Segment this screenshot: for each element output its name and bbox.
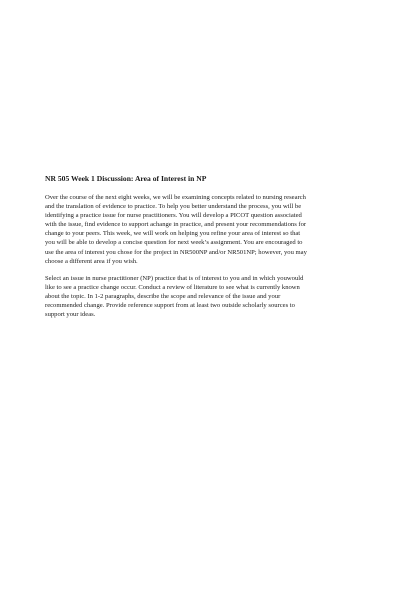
paragraph-line: identifying a practice issue for nurse practitioners. You will develop a PICOT question associated	[45, 212, 302, 220]
paragraph-line: like to see a practice change occur. Conduct a review of literature to see what is currently known	[45, 283, 300, 291]
instructions-paragraph	[45, 274, 363, 319]
paragraph-line: you will be able to develop a concise question for next week’s assignment. You are encouraged to	[45, 239, 303, 247]
paragraph-line: choose a different area if you wish.	[45, 257, 138, 265]
paragraph-line: Select an issue in nurse practitioner (NP) practice that is of interest to you and in which youwould	[45, 274, 304, 282]
paragraph-line: and the translation of evidence to practice. To help you better understand the process, you will be	[45, 203, 302, 211]
paragraph-line: with the issue, find evidence to support achange in practice, and present your recommendations for	[45, 221, 307, 229]
paragraph-line: change to your peers. This week, we will work on helping you refine your area of interest so that	[45, 230, 301, 238]
paragraph-line: Over the course of the next eight weeks, we will be examining concepts related to nursing research	[45, 194, 306, 201]
paragraph-line: recommended change. Provide reference support from at least two outside scholarly sources to	[45, 302, 295, 310]
paragraph-line: use the area of interest you chose for the project in NR500NP and/or NR501NP; however, you may	[45, 248, 307, 256]
paragraph-line: support your ideas.	[45, 311, 96, 319]
document-body	[45, 174, 363, 327]
intro-paragraph	[45, 193, 363, 266]
paragraph-line: about the topic. In 1-2 paragraphs, describe the scope and relevance of the issue and your	[45, 292, 281, 300]
document-title: NR 505 Week 1 Discussion: Area of Interest in NP	[45, 174, 207, 183]
